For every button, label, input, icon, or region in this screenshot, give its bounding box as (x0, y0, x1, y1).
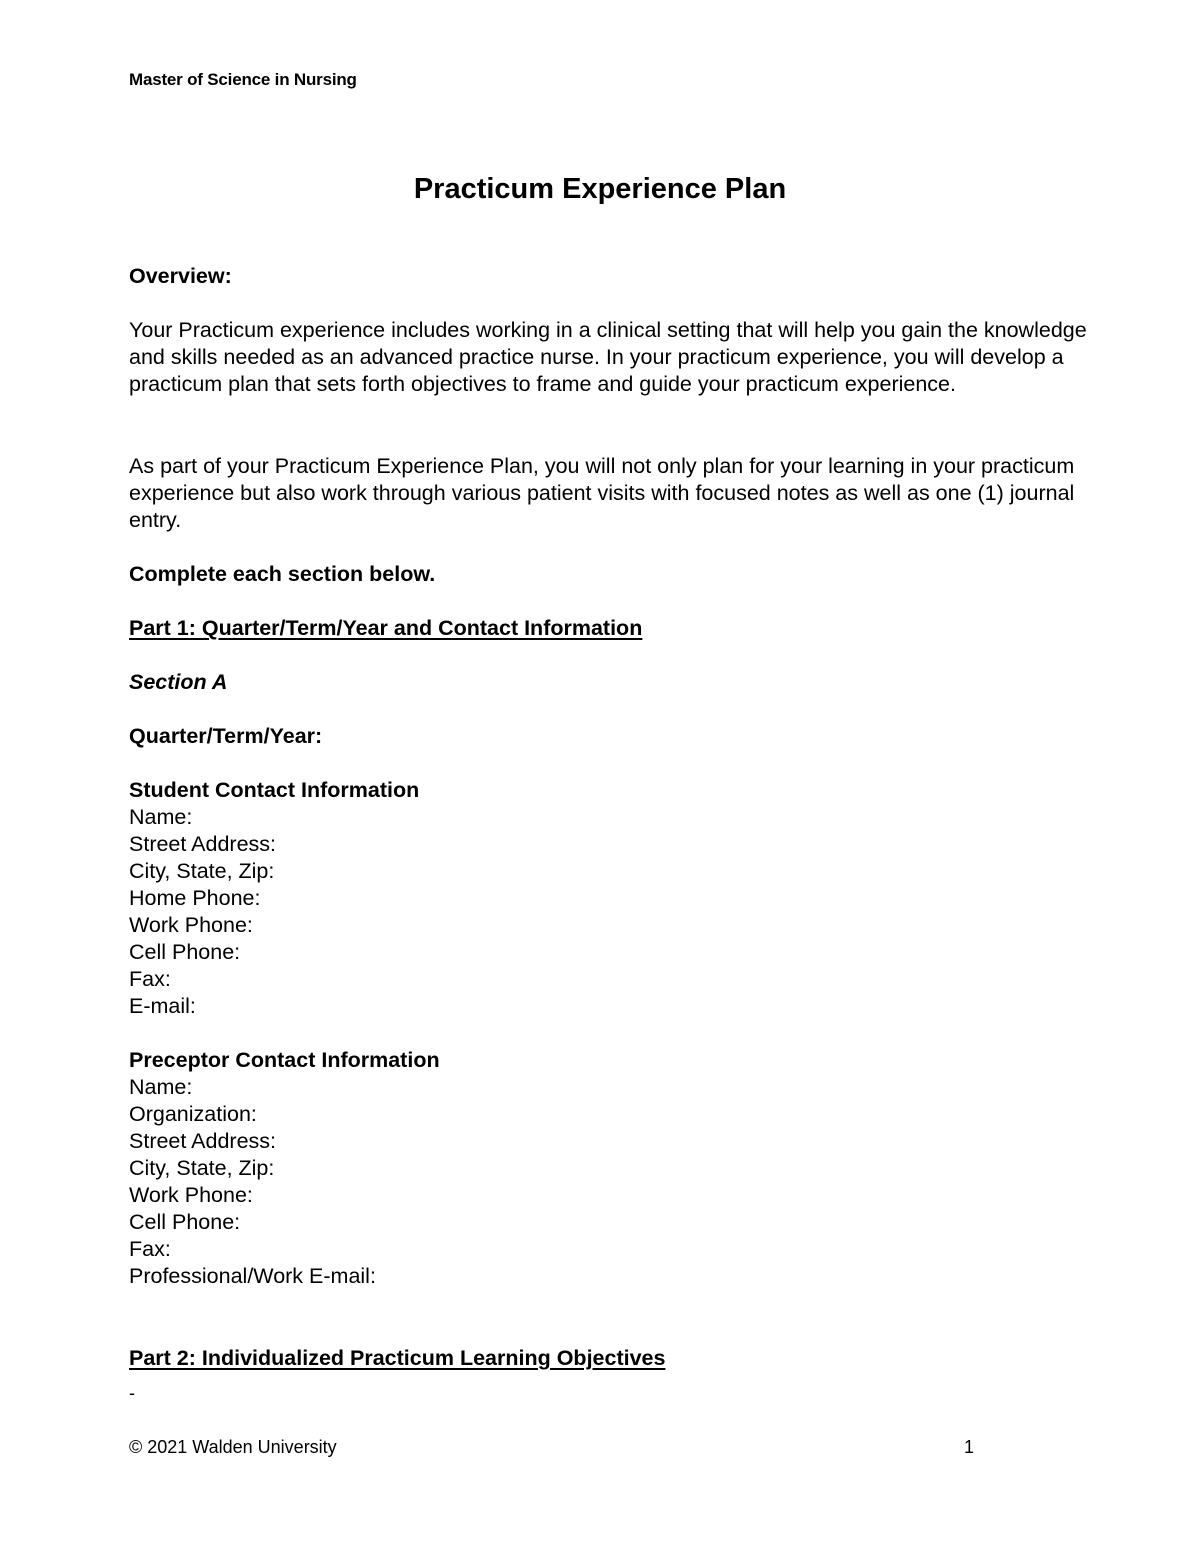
preceptor-field-cell-phone: Cell Phone: (129, 1210, 241, 1234)
preceptor-field-organization: Organization: (129, 1102, 257, 1126)
part1-heading: Part 1: Quarter/Term/Year and Contact Information (129, 616, 643, 640)
student-field-email: E-mail: (129, 994, 196, 1018)
overview-paragraph-1 (129, 317, 1089, 398)
student-contact-heading: Student Contact Information (129, 778, 420, 802)
preceptor-contact-heading: Preceptor Contact Information (129, 1048, 440, 1072)
student-field-cell-phone: Cell Phone: (129, 940, 241, 964)
trailing-mark: - (129, 1383, 135, 1403)
student-field-work-phone: Work Phone: (129, 913, 253, 937)
footer-copyright: © 2021 Walden University (129, 1437, 337, 1457)
preceptor-field-work-email: Professional/Work E-mail: (129, 1264, 376, 1288)
student-field-city-state-zip: City, State, Zip: (129, 859, 275, 883)
preceptor-contact-block (129, 1047, 1089, 1290)
student-field-home-phone: Home Phone: (129, 886, 261, 910)
footer-page-number: 1 (964, 1437, 975, 1457)
quarter-term-year-label: Quarter/Term/Year: (129, 724, 323, 748)
instruction-text: Complete each section below. (129, 562, 436, 586)
student-field-name: Name: (129, 805, 193, 829)
preceptor-field-work-phone: Work Phone: (129, 1183, 253, 1207)
student-field-street-address: Street Address: (129, 832, 276, 856)
running-header: Master of Science in Nursing (129, 70, 357, 89)
overview-paragraph-2-text: As part of your Practicum Experience Plan, you will not only plan for your learning in your practicum experience but also work through various patient visits with focused notes as well as one (1) journal entry. (129, 454, 1075, 532)
student-field-fax: Fax: (129, 967, 171, 991)
overview-paragraph-1-text: Your Practicum experience includes working in a clinical setting that will help you gain the knowledge and skills needed as an advanced practice nurse. In your practicum experience, you will develop a practicum plan that sets forth objectives to frame and guide your practicum experience. (129, 318, 1087, 396)
preceptor-field-name: Name: (129, 1075, 193, 1099)
preceptor-field-city-state-zip: City, State, Zip: (129, 1156, 275, 1180)
part2-heading: Part 2: Individualized Practicum Learning Objectives (129, 1346, 666, 1370)
section-a-heading: Section A (129, 670, 228, 694)
overview-heading: Overview: (129, 264, 232, 288)
student-contact-block (129, 777, 1089, 1020)
preceptor-field-street-address: Street Address: (129, 1129, 276, 1153)
preceptor-field-fax: Fax: (129, 1237, 171, 1261)
document-title: Practicum Experience Plan (413, 173, 787, 205)
overview-paragraph-2 (129, 453, 1089, 534)
